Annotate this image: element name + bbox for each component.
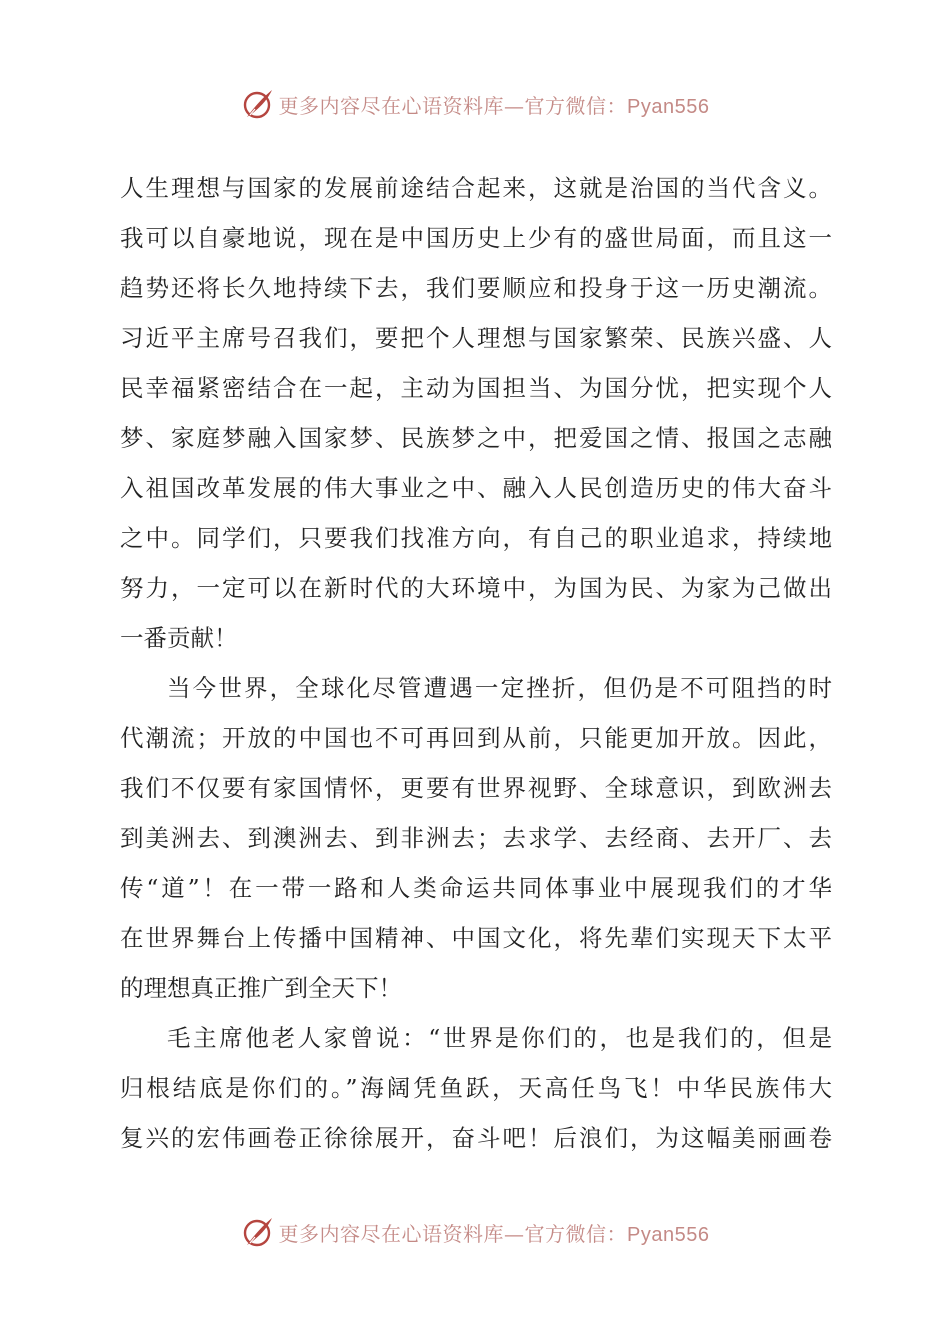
text-line: 代潮流；开放的中国也不可再回到从前，只能更加开放。因此，	[120, 724, 832, 752]
text-line: 入祖国改革发展的伟大事业之中、融入人民创造历史的伟大奋斗	[120, 474, 832, 502]
text-line: 毛主席他老人家曾说：“世界是你们的，也是我们的，但是	[167, 1024, 832, 1052]
document-body	[120, 163, 832, 1163]
text-line: 我们不仅要有家国情怀，更要有世界视野、全球意识，到欧洲去	[120, 774, 832, 802]
text-line: 复兴的宏伟画卷正徐徐展开，奋斗吧！后浪们，为这幅美丽画卷	[120, 1124, 832, 1152]
text-line: 梦、家庭梦融入国家梦、民族梦之中，把爱国之情、报国之志融	[120, 424, 832, 452]
header-watermark-banner	[0, 84, 950, 124]
header-watermark-text: 更多内容尽在心语资料库—官方微信：Pyan556	[278, 93, 710, 118]
text-line: 我可以自豪地说，现在是中国历史上少有的盛世局面，而且这一	[120, 224, 832, 252]
text-line: 的理想真正推广到全天下！	[120, 974, 402, 1002]
text-line: 归根结底是你们的。”海阔凭鱼跃，天高任鸟飞！中华民族伟大	[120, 1074, 832, 1102]
text-line: 努力，一定可以在新时代的大环境中，为国为民、为家为己做出	[120, 574, 832, 602]
text-line: 一番贡献！	[120, 624, 238, 652]
text-line: 当今世界，全球化尽管遭遇一定挫折，但仍是不可阻挡的时	[167, 674, 832, 702]
text-line: 趋势还将长久地持续下去，我们要顺应和投身于这一历史潮流。	[120, 274, 832, 302]
paragraph	[120, 163, 832, 663]
text-line: 习近平主席号召我们，要把个人理想与国家繁荣、民族兴盛、人	[120, 324, 832, 352]
footer-watermark-banner	[0, 1212, 950, 1252]
quill-logo-icon	[241, 87, 275, 121]
paragraph	[120, 1013, 832, 1163]
quill-logo-icon	[241, 1215, 275, 1249]
paragraph	[120, 663, 832, 1013]
text-line: 到美洲去、到澳洲去、到非洲去；去求学、去经商、去开厂、去	[120, 824, 832, 852]
text-line: 在世界舞台上传播中国精神、中国文化，将先辈们实现天下太平	[120, 924, 832, 952]
footer-watermark-text: 更多内容尽在心语资料库—官方微信：Pyan556	[278, 1221, 710, 1246]
text-line: 民幸福紧密结合在一起，主动为国担当、为国分忧，把实现个人	[120, 374, 832, 402]
text-line: 传“道”！在一带一路和人类命运共同体事业中展现我们的才华	[120, 874, 832, 902]
text-line: 之中。同学们，只要我们找准方向，有自己的职业追求，持续地	[120, 524, 832, 552]
text-line: 人生理想与国家的发展前途结合起来，这就是治国的当代含义。	[120, 174, 832, 202]
